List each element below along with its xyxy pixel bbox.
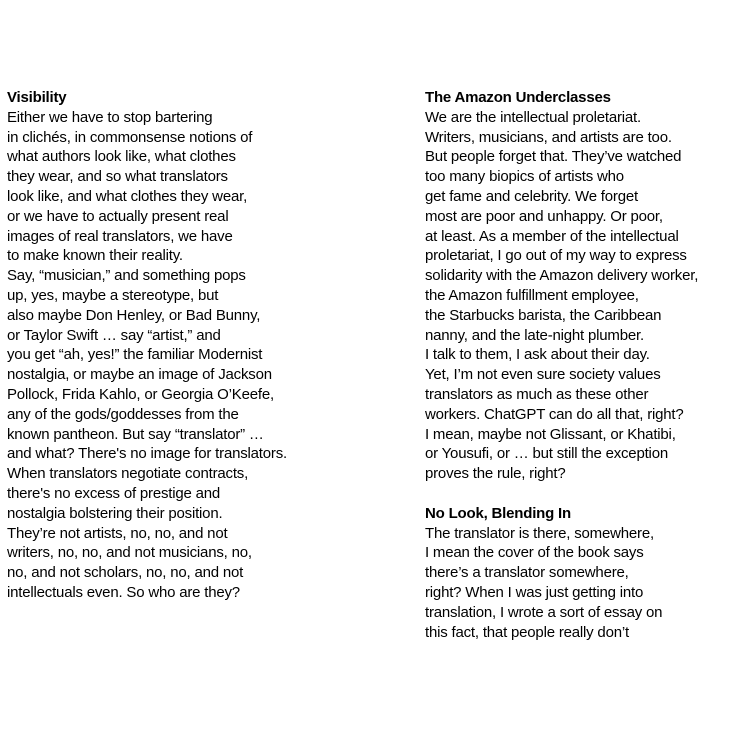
text-line: solidarity with the Amazon delivery worker, bbox=[425, 267, 699, 285]
text-line: They’re not artists, no, no, and not bbox=[7, 524, 228, 542]
section-no-look-blending-in bbox=[425, 504, 736, 643]
text-line: this fact, that people really don’t bbox=[425, 623, 629, 641]
text-line: in clichés, in commonsense notions of bbox=[7, 128, 253, 146]
text-line: I mean the cover of the book says bbox=[425, 544, 644, 562]
text-line: you get “ah, yes!” the familiar Modernist bbox=[7, 346, 263, 364]
right-column bbox=[425, 88, 736, 642]
text-line: there's no excess of prestige and bbox=[7, 484, 221, 502]
text-line: or Taylor Swift … say “artist,” and bbox=[7, 326, 221, 344]
text-line: get fame and celebrity. We forget bbox=[425, 187, 638, 205]
text-line: intellectuals even. So who are they? bbox=[7, 583, 240, 601]
section-visibility-body bbox=[7, 108, 415, 603]
section-amazon-underclasses bbox=[425, 88, 736, 484]
text-line: proves the rule, right? bbox=[425, 465, 566, 483]
text-line: at least. As a member of the intellectual bbox=[425, 227, 679, 245]
text-line: to make known their reality. bbox=[7, 247, 183, 265]
text-line: But people forget that. They’ve watched bbox=[425, 148, 682, 166]
text-line: Either we have to stop bartering bbox=[7, 108, 213, 126]
text-line: workers. ChatGPT can do all that, right? bbox=[425, 405, 684, 423]
section-no-look-blending-in-heading: No Look, Blending In bbox=[425, 504, 571, 522]
text-line: also maybe Don Henley, or Bad Bunny, bbox=[7, 306, 261, 324]
text-line: writers, no, no, and not musicians, no, bbox=[7, 544, 252, 562]
section-amazon-underclasses-body bbox=[425, 108, 736, 484]
text-line: Yet, I’m not even sure society values bbox=[425, 366, 661, 384]
text-line: proletariat, I go out of my way to express bbox=[425, 247, 687, 265]
text-line: the Starbucks barista, the Caribbean bbox=[425, 306, 662, 324]
text-line: translators as much as these other bbox=[425, 385, 649, 403]
text-line: too many biopics of artists who bbox=[425, 168, 624, 186]
text-line: most are poor and unhappy. Or poor, bbox=[425, 207, 663, 225]
text-line: I talk to them, I ask about their day. bbox=[425, 346, 650, 364]
text-line: Say, “musician,” and something pops bbox=[7, 267, 246, 285]
text-line: and what? There's no image for translators. bbox=[7, 445, 287, 463]
text-line: Writers, musicians, and artists are too. bbox=[425, 128, 672, 146]
text-line: images of real translators, we have bbox=[7, 227, 233, 245]
text-line: The translator is there, somewhere, bbox=[425, 524, 654, 542]
section-visibility bbox=[7, 88, 415, 603]
text-line: they wear, and so what translators bbox=[7, 168, 228, 186]
text-line: up, yes, maybe a stereotype, but bbox=[7, 286, 219, 304]
text-line: We are the intellectual proletariat. bbox=[425, 108, 641, 126]
text-line: there’s a translator somewhere, bbox=[425, 564, 629, 582]
text-line: or we have to actually present real bbox=[7, 207, 229, 225]
section-amazon-underclasses-heading: The Amazon Underclasses bbox=[425, 89, 611, 106]
section-visibility-heading: Visibility bbox=[7, 89, 67, 106]
text-line: right? When I was just getting into bbox=[425, 583, 644, 601]
text-line: I mean, maybe not Glissant, or Khatibi, bbox=[425, 425, 676, 443]
text-line: known pantheon. But say “translator” … bbox=[7, 425, 264, 443]
section-no-look-blending-in-body bbox=[425, 524, 736, 643]
text-line: When translators negotiate contracts, bbox=[7, 465, 249, 483]
left-column bbox=[7, 88, 415, 603]
text-line: nostalgia bolstering their position. bbox=[7, 504, 223, 522]
text-line: no, and not scholars, no, no, and not bbox=[7, 564, 244, 582]
text-line: nanny, and the late-night plumber. bbox=[425, 326, 644, 344]
text-line: what authors look like, what clothes bbox=[7, 148, 236, 166]
text-line: nostalgia, or maybe an image of Jackson bbox=[7, 366, 272, 384]
text-line: the Amazon fulfillment employee, bbox=[425, 286, 639, 304]
text-line: Pollock, Frida Kahlo, or Georgia O’Keefe, bbox=[7, 385, 274, 403]
text-line: or Yousufi, or … but still the exception bbox=[425, 445, 668, 463]
text-line: any of the gods/goddesses from the bbox=[7, 405, 239, 423]
text-line: look like, and what clothes they wear, bbox=[7, 187, 248, 205]
text-line: translation, I wrote a sort of essay on bbox=[425, 603, 663, 621]
